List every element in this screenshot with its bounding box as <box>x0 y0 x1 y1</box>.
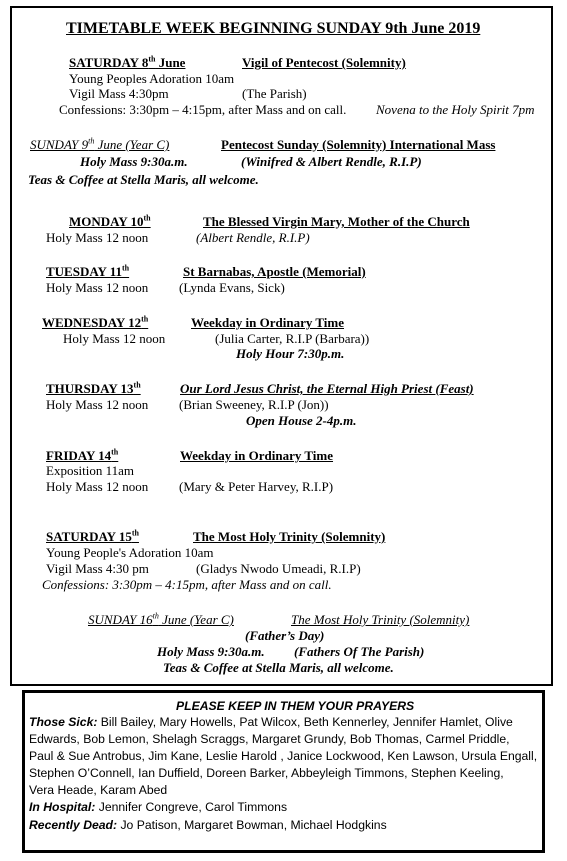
feast-sun9: Pentecost Sunday (Solemnity) International Mass <box>221 137 496 152</box>
teas-sun9: Teas & Coffee at Stella Maris, all welcome. <box>28 172 259 187</box>
recently-dead-line: Recently Dead: Jo Patison, Margaret Bowman, Michael Hodgkins <box>29 818 387 832</box>
day-heading-thu13: THURSDAY 13th <box>46 380 141 396</box>
feast-thu13: Our Lord Jesus Christ, the Eternal High Priest (Feast) <box>180 381 474 396</box>
hospital-label: In Hospital: <box>29 800 96 814</box>
mass-mon10: Holy Mass 12 noon <box>46 230 149 245</box>
sick-label: Those Sick: <box>29 715 98 729</box>
intention-mon10: (Albert Rendle, R.I.P) <box>196 230 310 245</box>
mass-sun9: Holy Mass 9:30a.m. <box>80 154 188 169</box>
day-heading-sun16: SUNDAY 16th June (Year C) <box>88 611 234 627</box>
day-heading-sat8: SATURDAY 8th June <box>69 54 186 70</box>
holy-hour-wed12: Holy Hour 7:30p.m. <box>236 346 345 361</box>
intention-sun16: (Fathers Of The Parish) <box>294 644 425 659</box>
sick-line-3: Paul & Sue Antrobus, Jim Kane, Leslie Harold , Janice Lockwood, Ken Lawson, Ursula Engall, <box>29 749 538 763</box>
confessions-sat15: Confessions: 3:30pm – 4:15pm, after Mass and on call. <box>42 577 332 592</box>
mass-tue11: Holy Mass 12 noon <box>46 280 149 295</box>
feast-sat8: Vigil of Pentecost (Solemnity) <box>242 55 406 70</box>
mass-sun16: Holy Mass 9:30a.m. <box>157 644 265 659</box>
mass-sat8: Vigil Mass 4:30pm <box>69 86 169 101</box>
novena-sat8: Novena to the Holy Spirit 7pm <box>376 102 535 117</box>
prayers-heading: PLEASE KEEP IN THEM YOUR PRAYERS <box>176 699 415 713</box>
sick-line-2: Edwards, Bob Lemon, Shelagh Scraggs, Margaret Grundy, Bob Thomas, Carmel Priddle, <box>29 732 510 746</box>
exposition-fri14: Exposition 11am <box>46 463 134 478</box>
prayers-box <box>22 690 545 853</box>
feast-tue11: St Barnabas, Apostle (Memorial) <box>183 264 366 279</box>
sick-line-5: Vera Heade, Karam Abed <box>29 783 168 797</box>
day-heading-sun9: SUNDAY 9th June (Year C) <box>30 136 170 152</box>
mass-sat15: Vigil Mass 4:30 pm <box>46 561 149 576</box>
intention-thu13: (Brian Sweeney, R.I.P (Jon)) <box>179 397 329 412</box>
recently-dead-label: Recently Dead: <box>29 818 118 832</box>
teas-sun16: Teas & Coffee at Stella Maris, all welcome. <box>163 660 394 675</box>
intention-sat8: (The Parish) <box>242 86 307 101</box>
mass-fri14: Holy Mass 12 noon <box>46 479 149 494</box>
feast-fri14: Weekday in Ordinary Time <box>180 448 334 463</box>
day-heading-wed12: WEDNESDAY 12th <box>42 314 149 330</box>
feast-mon10: The Blessed Virgin Mary, Mother of the Church <box>203 214 470 229</box>
intention-sun9: (Winifred & Albert Rendle, R.I.P) <box>241 154 422 169</box>
feast-wed12: Weekday in Ordinary Time <box>191 315 345 330</box>
adoration-sat15: Young People's Adoration 10am <box>46 545 214 560</box>
day-heading-tue11: TUESDAY 11th <box>46 263 130 279</box>
sick-line-1: Those Sick: Bill Bailey, Mary Howells, Pat Wilcox, Beth Kennerley, Jennifer Hamlet, Olive <box>29 715 513 729</box>
intention-sat15: (Gladys Nwodo Umeadi, R.I.P) <box>196 561 361 576</box>
day-heading-sat15: SATURDAY 15th <box>46 528 139 544</box>
day-heading-fri14: FRIDAY 14th <box>46 447 119 463</box>
mass-wed12: Holy Mass 12 noon <box>63 331 166 346</box>
intention-tue11: (Lynda Evans, Sick) <box>179 280 285 295</box>
adoration-sat8: Young Peoples Adoration 10am <box>69 71 235 86</box>
page-title: TIMETABLE WEEK BEGINNING SUNDAY 9th June 2019 <box>66 20 481 37</box>
mass-thu13: Holy Mass 12 noon <box>46 397 149 412</box>
feast-sun16: The Most Holy Trinity (Solemnity) <box>291 612 470 627</box>
open-house-thu13: Open House 2-4p.m. <box>246 413 357 428</box>
confessions-sat8: Confessions: 3:30pm – 4:15pm, after Mass and on call. <box>59 102 347 117</box>
intention-wed12: (Julia Carter, R.I.P (Barbara)) <box>215 331 370 346</box>
intention-fri14: (Mary & Peter Harvey, R.I.P) <box>179 479 334 494</box>
hospital-line: In Hospital: Jennifer Congreve, Carol Timmons <box>29 800 288 814</box>
sick-line-4: Stephen O’Connell, Ian Duffield, Doreen Barker, Abbeyleigh Timmons, Stephen Keeling, <box>29 766 504 780</box>
fathers-day-note: (Father’s Day) <box>245 628 325 643</box>
feast-sat15: The Most Holy Trinity (Solemnity) <box>193 529 386 544</box>
day-heading-mon10: MONDAY 10th <box>69 213 151 229</box>
